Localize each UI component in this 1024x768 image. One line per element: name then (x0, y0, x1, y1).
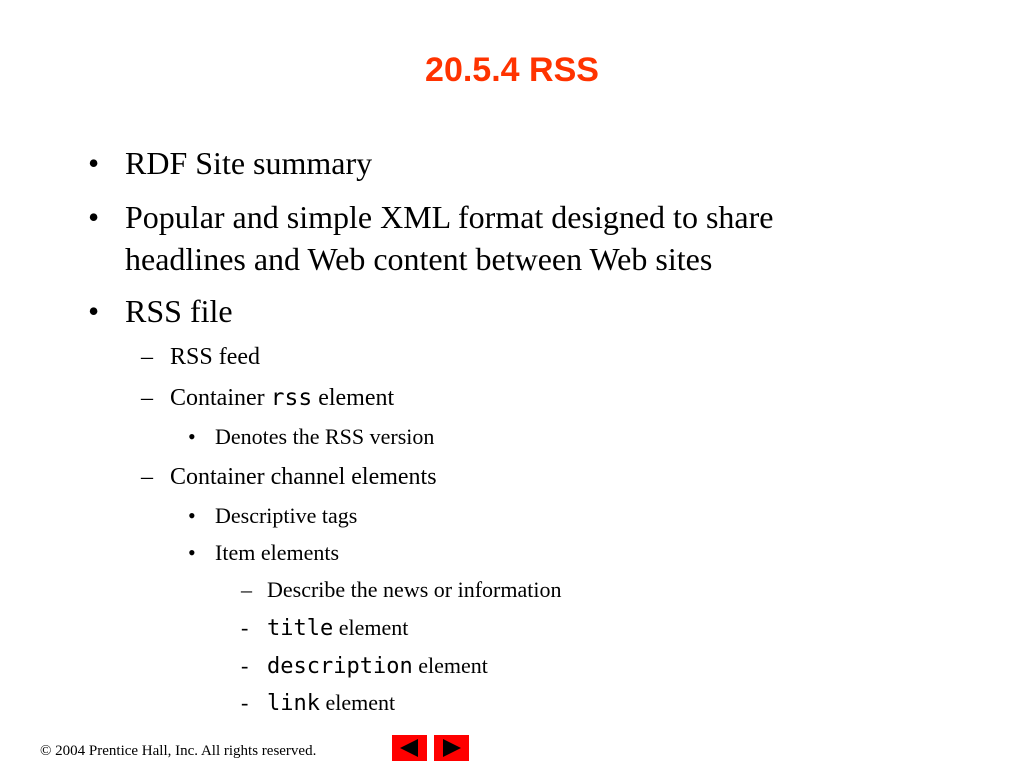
sub-sub-bullet-item-elements (188, 539, 339, 567)
next-slide-button[interactable] (434, 735, 469, 761)
level4-text-suffix: element (333, 615, 409, 640)
previous-slide-button[interactable] (392, 735, 427, 761)
sub-bullet-text: Container channel elements (170, 464, 437, 490)
sub-bullet-container-rss (141, 382, 394, 414)
code-description: description (267, 654, 413, 679)
sub-sub-bullet-text: Descriptive tags (215, 503, 358, 528)
level4-text: Describe the news or information (267, 577, 562, 602)
sub-sub-bullet-text: Denotes the RSS version (215, 424, 435, 449)
bullet-rss-file (88, 290, 233, 332)
bullet-marker: • (88, 199, 100, 235)
sub-bullet-container-channel (141, 461, 437, 493)
level4-text-suffix: element (412, 653, 488, 678)
level4-text-suffix: element (319, 690, 396, 715)
code-rss: rss (270, 385, 313, 411)
code-title: title (267, 616, 334, 641)
bullet-popular (88, 196, 773, 238)
dash-marker: – (141, 385, 153, 411)
dash-marker: – (141, 344, 153, 370)
bullet-rdf (88, 142, 372, 184)
bullet-text: RSS file (125, 293, 233, 329)
bullet-text: RDF Site summary (125, 145, 373, 181)
copyright-text: 2004 Prentice Hall, Inc. All rights reserved. (51, 743, 317, 759)
level4-title-element (241, 614, 408, 643)
copyright-footer (40, 741, 316, 761)
slide-title: 20.5.4 RSS (425, 51, 599, 89)
level4-description-element (241, 652, 488, 681)
sub-sub-bullet-text: Item elements (215, 540, 340, 565)
bullet-marker: • (88, 145, 100, 181)
hyphen-marker: - (241, 690, 249, 715)
sub-bullet-text-suffix: element (312, 385, 395, 411)
bullet-marker: • (188, 540, 196, 565)
bullet-marker: • (188, 503, 196, 528)
bullet-marker: • (188, 424, 196, 449)
hyphen-marker: - (241, 653, 249, 678)
right-arrow-icon (434, 735, 469, 761)
sub-bullet-text: RSS feed (170, 344, 260, 370)
bullet-text: Popular and simple XML format designed to share (125, 199, 774, 235)
bullet-marker: • (88, 293, 100, 329)
level4-describe (241, 576, 561, 604)
code-link: link (267, 691, 320, 716)
copyright-icon: © (40, 743, 52, 759)
sub-sub-bullet-denotes (188, 423, 434, 451)
dash-marker: – (141, 464, 153, 490)
sub-bullet-rss-feed (141, 341, 260, 373)
dash-marker: – (241, 577, 252, 602)
hyphen-marker: - (241, 615, 249, 640)
left-arrow-icon (392, 735, 427, 761)
bullet-popular-continuation: headlines and Web content between Web sites (125, 241, 713, 277)
level4-link-element (241, 689, 395, 718)
sub-bullet-text: Container (170, 385, 271, 411)
sub-sub-bullet-descriptive (188, 502, 357, 530)
